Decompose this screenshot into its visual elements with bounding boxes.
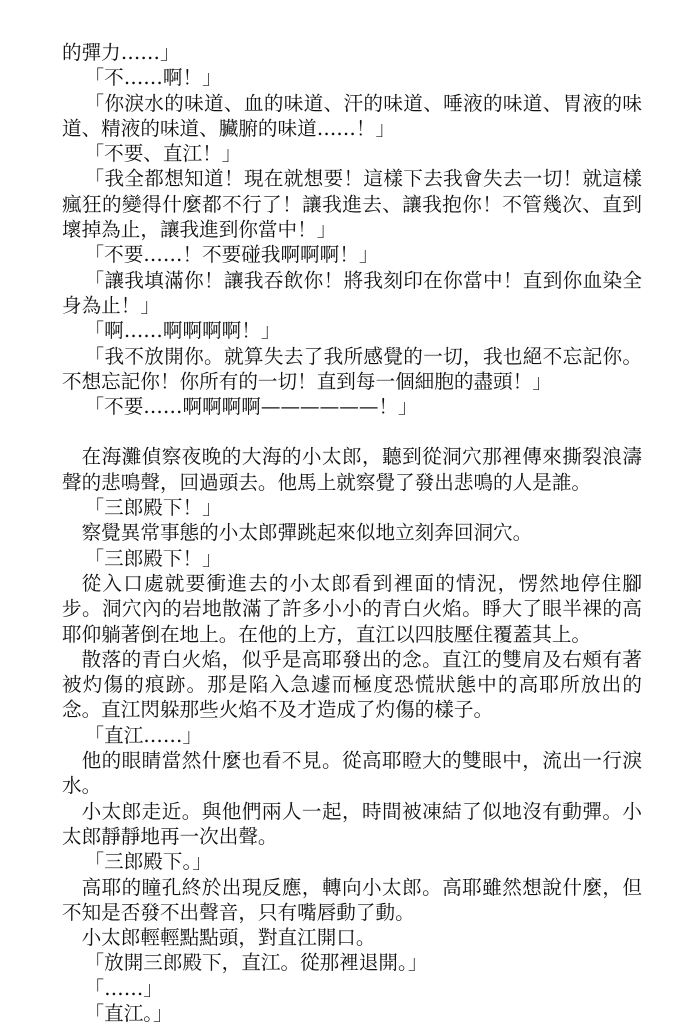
paragraph: 在海灘偵察夜晚的大海的小太郎，聽到從洞穴那裡傳來撕裂浪濤聲的悲鳴聲，回過頭去。他馬上就察覺了發出悲鳴的人是誰。 bbox=[62, 445, 642, 494]
paragraph: 「不要……啊啊啊啊——————！」 bbox=[84, 395, 418, 419]
paragraph: 「啊……啊啊啊啊！」 bbox=[84, 319, 281, 343]
paragraph: 高耶的瞳孔終於出現反應，轉向小太郎。高耶雖然想說什麼，但不知是否發不出聲音，只有嘴唇動了動。 bbox=[62, 875, 642, 924]
paragraph: 「三郎殿下！」 bbox=[84, 496, 222, 520]
paragraph: 的彈力……」 bbox=[62, 41, 180, 64]
paragraph: 「直江……」 bbox=[84, 723, 203, 747]
paragraph: 從入口處就要衝進去的小太郎看到裡面的情況，愣然地停住腳步。洞穴內的岩地散滿了許多小小的青白火焰。睜大了眼半裸的高耶仰躺著倒在地上。在他的上方，直江以四肢壓住覆蓋其上。 bbox=[62, 571, 642, 646]
paragraph: 「……」 bbox=[84, 976, 163, 1000]
paragraph: 小太郎走近。與他們兩人一起，時間被凍結了似地沒有動彈。小太郎靜靜地再一次出聲。 bbox=[62, 799, 642, 848]
paragraph: 「不要……！不要碰我啊啊啊！」 bbox=[84, 243, 379, 267]
paragraph: 他的眼睛當然什麼也看不見。從高耶瞪大的雙眼中，流出一行淚水。 bbox=[62, 749, 642, 798]
paragraph: 小太郎輕輕點點頭，對直江開口。 bbox=[81, 926, 376, 950]
paragraph: 「我全都想知道！現在就想要！這樣下去我會失去一切！就這樣瘋狂的變得什麼都不行了！讓我進去、讓我抱你！不管幾次、直到壞掉為止，讓我進到你當中！」 bbox=[62, 167, 642, 242]
paragraph: 察覺異常事態的小太郎彈跳起來似地立刻奔回洞穴。 bbox=[81, 521, 533, 545]
paragraph: 「不……啊！」 bbox=[84, 66, 222, 90]
paragraph: 「放開三郎殿下，直江。從那裡退開。」 bbox=[84, 951, 428, 975]
paragraph: 「你淚水的味道、血的味道、汗的味道、唾液的味道、胃液的味道、精液的味道、臟腑的味道……！」 bbox=[62, 91, 642, 140]
paragraph: 「直江。」 bbox=[84, 1001, 173, 1025]
section-break bbox=[62, 419, 642, 444]
paragraph: 「三郎殿下。」 bbox=[84, 850, 212, 874]
paragraph: 「三郎殿下！」 bbox=[84, 546, 222, 570]
paragraph: 「讓我填滿你！讓我吞飲你！將我刻印在你當中！直到你血染全身為止！」 bbox=[62, 268, 642, 317]
paragraph: 散落的青白火焰，似乎是高耶發出的念。直江的雙肩及右頰有著被灼傷的痕跡。那是陷入急遽而極度恐慌狀態中的高耶所放出的念。直江閃躲那些火焰不及才造成了灼傷的樣子。 bbox=[62, 647, 642, 722]
paragraph: 「我不放開你。就算失去了我所感覺的一切，我也絕不忘記你。不想忘記你！你所有的一切！直到每一個細胞的盡頭！」 bbox=[62, 344, 642, 393]
paragraph: 「不要、直江！」 bbox=[84, 142, 242, 166]
